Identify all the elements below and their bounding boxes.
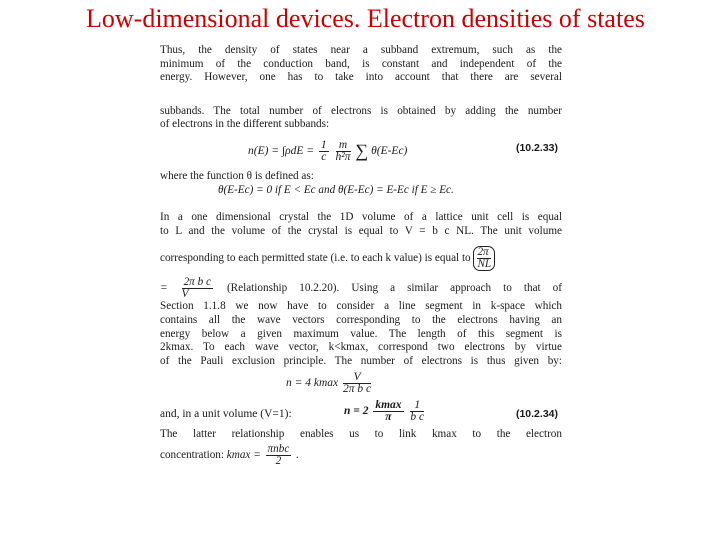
theta-definition: θ(E-Ec) = 0 if E < Ec and θ(E-Ec) = E-Ec if E ≥ Ec.	[218, 183, 454, 196]
text-line: minimum of the conduction band, is constant and independent of the	[160, 57, 562, 70]
equation-number: (10.2.33)	[515, 141, 558, 154]
equation-lhs: n = 2	[344, 405, 369, 418]
fraction: $\frac{1}{c}$	[320, 138, 327, 163]
fraction: $\frac{\text{2π b c}}{V}$	[181, 276, 211, 301]
sum-symbol: ∑	[355, 140, 369, 161]
equation-lhs: n(E) = ∫ρdE =	[248, 145, 315, 158]
theta-definition-intro: where the function θ is defined as:	[160, 169, 314, 182]
equation-rhs: θ(E-Ec)	[371, 145, 408, 158]
equation-electron-count	[160, 368, 562, 398]
text-line: corresponding to each permitted state (i.e. to each k value) is equal to $\frac{2\pi}{NL}$	[160, 246, 562, 271]
text-line: = $\frac{\text{2π b c}}{V}$ (Relationship 10.2.20). Using a similar approach to that of	[160, 276, 562, 301]
paragraph-link-kmax	[160, 428, 562, 442]
unit-volume-fraction: $\frac{2\pi}{NL}$	[473, 246, 495, 271]
text-line: of the Pauli exclusion principle. The number of electrons is thus given by:	[160, 354, 562, 367]
equation-tail: .	[296, 448, 299, 461]
unit-volume-intro: and, in a unit volume (V=1):	[160, 408, 292, 421]
fraction: $\frac{m}{\text{h²π}}$	[335, 138, 351, 163]
paragraph-density-of-states	[160, 44, 562, 85]
fraction: $\frac{1}{\text{b c}}$	[410, 399, 425, 424]
text-line: subbands. The total number of electrons is obtained by adding the number	[160, 104, 562, 117]
concentration-intro: concentration:	[160, 448, 224, 461]
text-line: to L and the volume of the crystal is equal to V = b c NL. The unit volume	[160, 224, 562, 237]
fraction: $\frac{kmax}{\pi}$	[375, 399, 402, 424]
text-line: contains all the wave vectors corresponding to the electrons having an	[160, 313, 562, 326]
text-line: Thus, the density of states near a subband extremum, such as the	[160, 44, 562, 56]
document-body	[160, 44, 562, 467]
equation-10-2-34	[160, 398, 562, 428]
text-line: The latter relationship enables us to link kmax to the electron	[160, 428, 562, 441]
equation-number: (10.2.34)	[515, 408, 558, 421]
equation-kmax	[160, 444, 562, 467]
text-line: Section 1.1.8 we now have to consider a line segment in k-space which	[160, 300, 562, 313]
text-line: of electrons in the different subbands:	[160, 118, 330, 131]
paragraph-line-segment	[160, 277, 562, 368]
text-line: 2kmax. To each wave vector, k<kmax, correspond two electrons by virtue	[160, 341, 562, 354]
fraction: $\frac{\text{πnbc}}{2}$	[267, 442, 290, 467]
equation-lhs: kmax =	[226, 448, 261, 461]
text-line: In a one dimensional crystal the 1D volume of a lattice unit cell is equal	[160, 211, 562, 224]
text-line: energy. However, one has to take into account that there are several	[160, 71, 562, 84]
fraction: $\frac{V}{\text{2π b c}}$	[343, 371, 372, 396]
text-line: energy below a given maximum value. The length of this segment is	[160, 327, 562, 340]
paragraph-one-dimensional-crystal	[160, 211, 562, 271]
equation-10-2-33	[160, 134, 562, 164]
slide-title: Low-dimensional devices. Electron densities of states	[86, 4, 645, 33]
equation-lhs: n = 4 kmax	[286, 377, 339, 390]
paragraph-subbands	[160, 105, 562, 132]
